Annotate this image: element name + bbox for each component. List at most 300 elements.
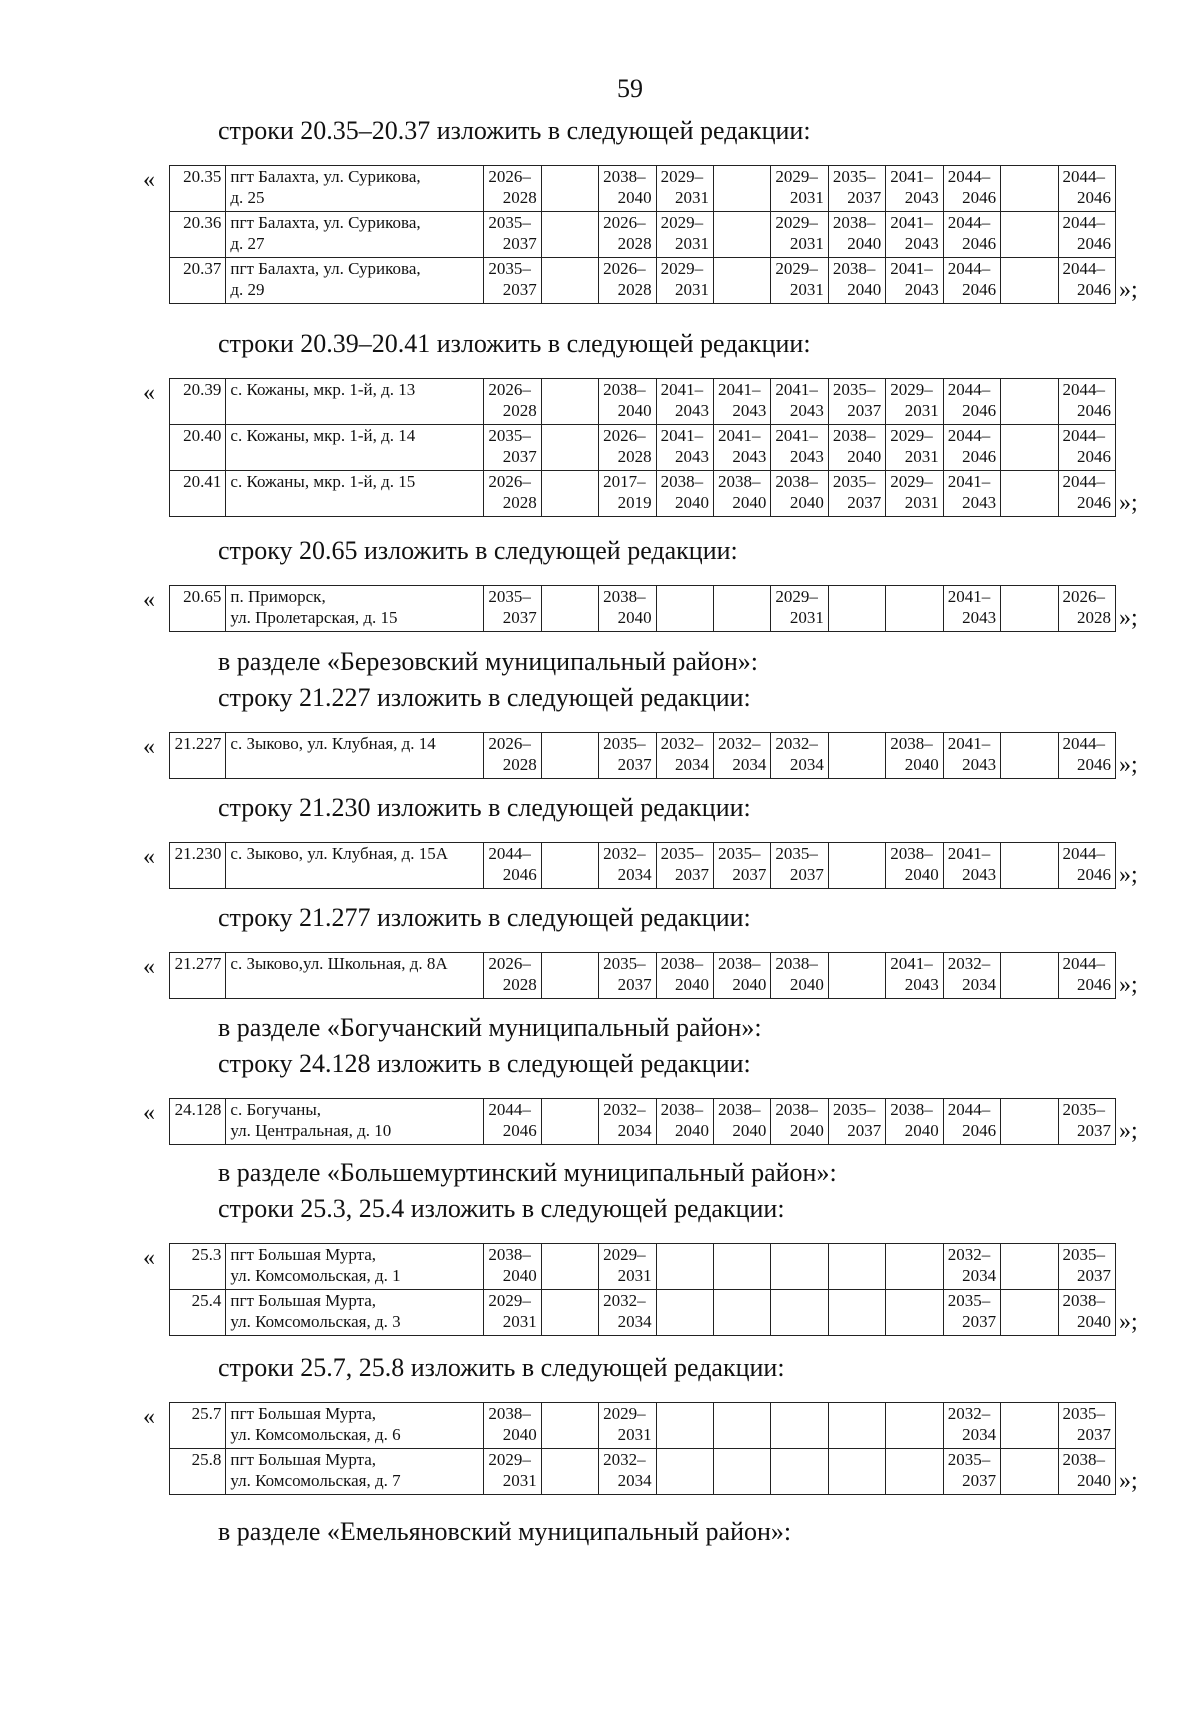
period-start: 2044– (1062, 213, 1106, 232)
table-row (170, 425, 1116, 471)
period-start: 2017– (603, 472, 646, 491)
period-start: 2035– (832, 1100, 876, 1119)
period-cell (1058, 843, 1115, 889)
period-end: 2043 (732, 447, 767, 466)
period-cell (886, 953, 943, 999)
period-end (1005, 1424, 1053, 1445)
period-cell (771, 1449, 828, 1495)
period-end: 2031 (675, 280, 709, 299)
period-cell (599, 258, 656, 304)
period-start (546, 1290, 594, 1311)
period-cell (771, 212, 828, 258)
period-start (546, 166, 594, 187)
amendment-table (169, 732, 1116, 779)
period-start (833, 586, 881, 607)
period-cell (656, 586, 713, 632)
period-start (718, 1403, 766, 1424)
period-end: 2040 (904, 865, 939, 884)
address-cell (226, 425, 484, 471)
open-quote: « (143, 1100, 155, 1126)
period-start: 2038– (832, 259, 876, 278)
period-end (718, 279, 766, 300)
period-start: 2038– (718, 954, 761, 973)
period-cell (714, 379, 771, 425)
period-start: 2041– (947, 734, 991, 753)
period-cell (1001, 212, 1058, 258)
period-end (1005, 446, 1053, 467)
period-end (1005, 1265, 1053, 1286)
period-cell (656, 843, 713, 889)
period-start: 2029– (775, 587, 818, 606)
period-cell (828, 258, 885, 304)
close-quote: »; (1119, 752, 1138, 778)
period-end: 2040 (675, 1121, 709, 1140)
period-start: 2038– (1062, 1291, 1106, 1310)
period-end: 2028 (502, 975, 537, 994)
period-start: 2035– (1062, 1404, 1106, 1423)
period-start: 2038– (718, 1100, 761, 1119)
period-start: 2044– (1062, 426, 1106, 445)
period-end: 2037 (675, 865, 709, 884)
period-end (546, 1120, 594, 1141)
period-end (546, 607, 594, 628)
period-start: 2035– (488, 587, 531, 606)
period-start (546, 843, 594, 864)
period-start: 2044– (1062, 954, 1106, 973)
amendment-table (169, 165, 1116, 304)
period-cell (943, 1449, 1000, 1495)
address-line: с. Зыково, ул. Клубная, д. 14 (230, 734, 436, 753)
period-cell (1001, 425, 1058, 471)
period-start: 2029– (890, 472, 933, 491)
period-start: 2029– (775, 167, 818, 186)
period-start: 2035– (660, 844, 704, 863)
period-end: 2046 (962, 188, 997, 207)
period-cell (943, 733, 1000, 779)
section-heading: строку 21.230 изложить в следующей редакции: (218, 793, 751, 822)
period-end: 2019 (617, 493, 652, 512)
period-cell (714, 733, 771, 779)
period-cell (656, 212, 713, 258)
period-start: 2026– (1062, 587, 1106, 606)
period-start (775, 1449, 823, 1470)
table-row (170, 212, 1116, 258)
period-start: 2038– (832, 426, 876, 445)
period-end (718, 1470, 766, 1491)
period-end: 2043 (789, 447, 824, 466)
period-end (890, 1311, 938, 1332)
period-cell (541, 258, 598, 304)
period-end: 2043 (904, 280, 939, 299)
period-start: 2038– (890, 734, 933, 753)
period-start (546, 258, 594, 279)
period-cell (943, 212, 1000, 258)
period-start: 2038– (832, 213, 876, 232)
section-heading: строки 25.3, 25.4 изложить в следующей редакции: (218, 1194, 785, 1223)
period-start: 2041– (660, 426, 704, 445)
period-start: 2044– (947, 1100, 991, 1119)
period-end (833, 1470, 881, 1491)
period-cell (484, 425, 541, 471)
period-end: 2034 (617, 865, 652, 884)
period-end (718, 233, 766, 254)
period-start: 2029– (890, 426, 933, 445)
period-cell (943, 1290, 1000, 1336)
row-number: 25.3 (170, 1244, 226, 1290)
period-start (890, 1290, 938, 1311)
address-cell (226, 258, 484, 304)
period-start: 2029– (488, 1450, 531, 1469)
row-number: 25.8 (170, 1449, 226, 1495)
period-end: 2037 (847, 1121, 882, 1140)
period-start: 2038– (660, 1100, 704, 1119)
close-quote: »; (1119, 490, 1138, 516)
period-end: 2037 (789, 865, 824, 884)
period-cell (1001, 258, 1058, 304)
period-start (718, 1449, 766, 1470)
period-start: 2038– (890, 844, 933, 863)
address-cell (226, 1290, 484, 1336)
period-end: 2040 (675, 493, 709, 512)
period-start (661, 586, 709, 607)
period-end: 2046 (1077, 447, 1111, 466)
period-start (1005, 733, 1053, 754)
period-start (1005, 212, 1053, 233)
period-end: 2043 (962, 493, 997, 512)
period-cell (828, 212, 885, 258)
period-end: 2043 (904, 188, 939, 207)
period-cell (771, 1099, 828, 1145)
period-start: 2035– (947, 1291, 991, 1310)
period-start (546, 953, 594, 974)
period-cell (771, 843, 828, 889)
period-start: 2038– (603, 167, 646, 186)
period-end: 2046 (1077, 755, 1111, 774)
period-end: 2040 (1077, 1471, 1111, 1490)
period-cell (1001, 733, 1058, 779)
period-cell (771, 1290, 828, 1336)
open-quote: « (143, 844, 155, 870)
period-end: 2040 (1077, 1312, 1111, 1331)
period-end (546, 492, 594, 513)
period-cell (484, 1403, 541, 1449)
period-start (546, 379, 594, 400)
period-end: 2031 (617, 1425, 652, 1444)
open-quote: « (143, 167, 155, 193)
period-start (718, 1244, 766, 1265)
period-cell (1058, 1244, 1115, 1290)
address-line: д. 25 (230, 188, 265, 207)
period-cell (541, 1403, 598, 1449)
period-start (775, 1403, 823, 1424)
period-end (546, 754, 594, 775)
period-end: 2040 (789, 1121, 824, 1140)
period-end: 2046 (1077, 188, 1111, 207)
period-cell (1058, 733, 1115, 779)
period-end (1005, 400, 1053, 421)
period-cell (714, 425, 771, 471)
period-end: 2040 (732, 975, 767, 994)
address-line: пгт Балахта, ул. Сурикова, (230, 167, 421, 186)
period-cell (1058, 1290, 1115, 1336)
period-end (775, 1265, 823, 1286)
period-cell (886, 166, 943, 212)
period-start (546, 1403, 594, 1424)
period-end: 2046 (962, 280, 997, 299)
period-start: 2026– (488, 380, 531, 399)
period-cell (1058, 166, 1115, 212)
period-cell (1001, 471, 1058, 517)
period-end: 2028 (617, 234, 652, 253)
table-row (170, 258, 1116, 304)
period-start: 2041– (718, 426, 761, 445)
period-cell (1001, 953, 1058, 999)
period-start (1005, 1449, 1053, 1470)
period-cell (656, 1449, 713, 1495)
period-start: 2044– (1062, 734, 1106, 753)
period-end: 2046 (1077, 865, 1111, 884)
address-line: п. Приморск, (230, 587, 326, 606)
period-start (833, 733, 881, 754)
address-line: ул. Центральная, д. 10 (230, 1121, 392, 1140)
period-start (546, 733, 594, 754)
period-cell (943, 843, 1000, 889)
period-start: 2026– (488, 167, 531, 186)
period-cell (943, 586, 1000, 632)
period-start (718, 212, 766, 233)
period-end (1005, 864, 1053, 885)
period-end: 2043 (675, 447, 709, 466)
period-cell (886, 733, 943, 779)
amendment-table (169, 952, 1116, 999)
period-cell (541, 379, 598, 425)
period-cell (828, 166, 885, 212)
address-line: ул. Комсомольская, д. 7 (230, 1471, 401, 1490)
address-cell (226, 586, 484, 632)
period-end: 2037 (1077, 1425, 1111, 1444)
final-section-heading: в разделе «Емельяновский муниципальный район»: (218, 1517, 792, 1546)
close-quote: »; (1119, 1468, 1138, 1494)
period-end: 2046 (1077, 975, 1111, 994)
period-end: 2043 (732, 401, 767, 420)
period-end (1005, 607, 1053, 628)
period-start: 2032– (660, 734, 704, 753)
period-end (546, 279, 594, 300)
period-start: 2044– (947, 167, 991, 186)
period-cell (828, 586, 885, 632)
period-start: 2029– (488, 1291, 531, 1310)
period-end: 2028 (502, 401, 537, 420)
period-cell (656, 1403, 713, 1449)
period-cell (656, 733, 713, 779)
open-quote: « (143, 587, 155, 613)
row-number: 21.277 (170, 953, 226, 999)
period-cell (714, 843, 771, 889)
section-heading: строку 20.65 изложить в следующей редакции: (218, 536, 738, 565)
period-start: 2041– (890, 167, 933, 186)
period-start: 2029– (660, 167, 704, 186)
period-end: 2046 (1077, 401, 1111, 420)
period-start (1005, 379, 1053, 400)
period-end (1005, 279, 1053, 300)
period-start: 2038– (775, 954, 818, 973)
period-start: 2041– (718, 380, 761, 399)
period-end (546, 1311, 594, 1332)
close-quote: »; (1119, 277, 1138, 303)
period-start (1005, 953, 1053, 974)
period-start (718, 166, 766, 187)
period-cell (1001, 379, 1058, 425)
period-end (546, 1265, 594, 1286)
period-cell (656, 953, 713, 999)
address-cell (226, 471, 484, 517)
period-end (833, 1265, 881, 1286)
period-cell (484, 1244, 541, 1290)
period-end: 2031 (502, 1312, 537, 1331)
period-cell (484, 1290, 541, 1336)
period-end: 2034 (675, 755, 709, 774)
period-end: 2037 (617, 975, 652, 994)
row-number: 25.7 (170, 1403, 226, 1449)
period-start: 2044– (947, 213, 991, 232)
row-number: 25.4 (170, 1290, 226, 1336)
period-end: 2043 (904, 975, 939, 994)
period-end (890, 1265, 938, 1286)
period-end (833, 1311, 881, 1332)
period-end (890, 1470, 938, 1491)
period-start: 2041– (947, 587, 991, 606)
period-start: 2032– (947, 954, 991, 973)
period-start: 2041– (660, 380, 704, 399)
period-end: 2040 (789, 493, 824, 512)
period-start (1005, 1403, 1053, 1424)
period-cell (828, 1403, 885, 1449)
address-cell (226, 1099, 484, 1145)
period-start: 2026– (603, 426, 646, 445)
address-line: ул. Комсомольская, д. 6 (230, 1425, 401, 1444)
period-end (833, 974, 881, 995)
period-start: 2029– (603, 1404, 646, 1423)
period-end: 2040 (502, 1266, 537, 1285)
period-cell (1001, 1449, 1058, 1495)
address-line: ул. Комсомольская, д. 1 (230, 1266, 401, 1285)
period-start: 2041– (775, 426, 818, 445)
period-cell (599, 843, 656, 889)
address-line: д. 29 (230, 280, 265, 299)
open-quote: « (143, 1245, 155, 1271)
period-end: 2031 (789, 280, 824, 299)
period-end (546, 974, 594, 995)
period-start: 2044– (1062, 380, 1106, 399)
period-cell (599, 1403, 656, 1449)
period-cell (943, 471, 1000, 517)
row-number: 20.37 (170, 258, 226, 304)
period-end (718, 1424, 766, 1445)
period-cell (886, 1099, 943, 1145)
period-cell (714, 258, 771, 304)
section-heading: строку 21.277 изложить в следующей редакции: (218, 903, 751, 932)
period-end: 2031 (904, 493, 939, 512)
period-end (1005, 233, 1053, 254)
address-line: пгт Большая Мурта, (230, 1404, 377, 1423)
period-cell (828, 953, 885, 999)
period-cell (1058, 258, 1115, 304)
section-heading: в разделе «Богучанский муниципальный район»: (218, 1013, 762, 1042)
address-cell (226, 1449, 484, 1495)
period-end: 2034 (617, 1471, 652, 1490)
period-cell (886, 843, 943, 889)
period-end: 2046 (962, 401, 997, 420)
period-cell (771, 1403, 828, 1449)
period-end: 2046 (1077, 493, 1111, 512)
period-start: 2044– (947, 426, 991, 445)
amendment-table (169, 1402, 1116, 1495)
period-end: 2040 (732, 1121, 767, 1140)
period-cell (714, 212, 771, 258)
address-line: с. Зыково, ул. Клубная, д. 15А (230, 844, 449, 863)
period-start (661, 1290, 709, 1311)
period-cell (714, 1244, 771, 1290)
period-cell (484, 212, 541, 258)
period-cell (943, 953, 1000, 999)
period-start (833, 1290, 881, 1311)
period-cell (714, 471, 771, 517)
period-end (890, 1424, 938, 1445)
address-cell (226, 953, 484, 999)
period-start (546, 1099, 594, 1120)
period-start: 2026– (603, 213, 646, 232)
period-cell (1001, 843, 1058, 889)
period-start: 2035– (832, 472, 876, 491)
period-cell (828, 733, 885, 779)
amendment-table (169, 1098, 1116, 1145)
period-cell (541, 843, 598, 889)
period-start (890, 1403, 938, 1424)
table-row (170, 1099, 1116, 1145)
period-cell (828, 425, 885, 471)
period-end: 2028 (617, 447, 652, 466)
period-start: 2026– (488, 954, 531, 973)
amendment-table (169, 378, 1116, 517)
period-start (546, 586, 594, 607)
period-end: 2037 (502, 608, 537, 627)
table-row (170, 1290, 1116, 1336)
period-cell (714, 1403, 771, 1449)
period-start: 2035– (718, 844, 761, 863)
period-cell (1058, 212, 1115, 258)
open-quote: « (143, 954, 155, 980)
period-end (833, 864, 881, 885)
period-cell (541, 733, 598, 779)
open-quote: « (143, 380, 155, 406)
period-cell (541, 1099, 598, 1145)
period-end (546, 864, 594, 885)
period-end (1005, 492, 1053, 513)
period-cell (541, 1290, 598, 1336)
period-cell (886, 471, 943, 517)
period-cell (656, 425, 713, 471)
period-start: 2044– (1062, 259, 1106, 278)
period-end (661, 607, 709, 628)
period-start (1005, 586, 1053, 607)
period-end (546, 187, 594, 208)
period-cell (714, 1290, 771, 1336)
period-end: 2046 (502, 1121, 537, 1140)
address-line: пгт Большая Мурта, (230, 1245, 377, 1264)
period-cell (599, 212, 656, 258)
period-cell (886, 425, 943, 471)
period-end (1005, 754, 1053, 775)
